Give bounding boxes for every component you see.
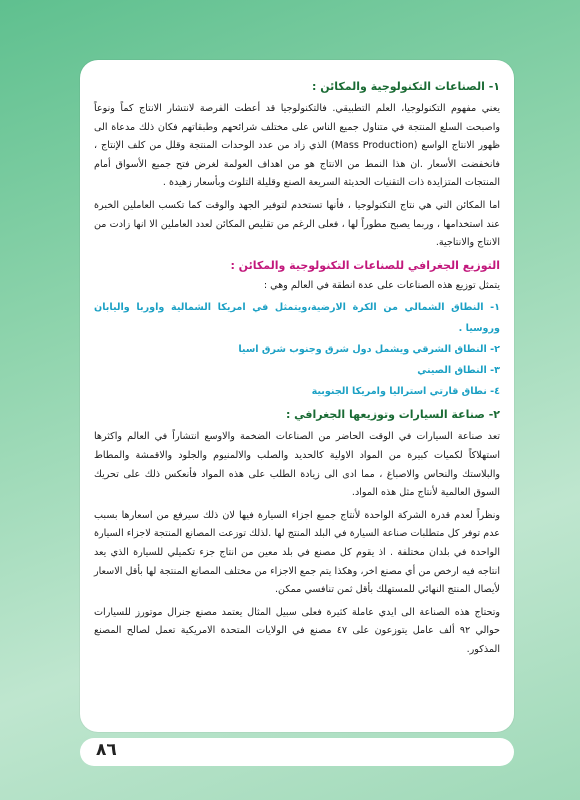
section2-paragraph-2: ونظراً لعدم قدرة الشركة الواحدة لأنتاج جميع اجزاء السيارة فيها لان ذلك سيرفع من اسعارها بسبب عدم توفر كل متطلبات صناعة السيارة في البلد المنتج لها .لذلك توزعت المصانع المنتجة لاجزاء السيارة الواحدة في بلدان مختلفة . اذ يقوم كل مصنع في بلد معين من انتاج جزء تكميلي للسيارة الذي يعد انتاجه فيه ارخص من أي مصنع اخر، وهكذا يتم جمع الاجزاء من مختلف المصانع المنتجة لها بأقل الاسعار لأيصال المنتج النهائي للمستهلك بأقل ثمن تنافسي ممكن. <box>94 509 500 596</box>
page-number: ٨٦ <box>96 740 117 760</box>
region-item-3: ٣- النطاق الصيني <box>417 365 500 377</box>
page-footer <box>80 738 514 766</box>
region-item-2: ٢- النطاق الشرقي ويشمل دول شرق وجنوب شرق اسيا <box>238 344 500 356</box>
distribution-heading: التوزيع الجغرافي للصناعات التكنولوجية والمكائن : <box>230 258 500 272</box>
distribution-intro: يتمثل توزيع هذه الصناعات على عدة انطقة في العالم وهي : <box>263 279 500 291</box>
section1-heading: ١- الصناعات التكنولوجية والمكائن : <box>311 80 500 93</box>
document-page <box>80 60 514 732</box>
section2-paragraph-3: وتحتاج هذه الصناعة الى ايدي عاملة كثيرة فعلى سبيل المثال يعتمد مصنع جنرال موتورز للسيارات حوالي ٩٢ ألف عامل يتوزعون على ٤٧ مصنع في الولايات المتحدة الامريكية تعمل لصالح المصنع المذكور. <box>94 606 500 655</box>
section1-paragraph-2: اما المكائن التي هي نتاج التكنولوجيا ، فأنها تستخدم لتوفير الجهد والوقت كما تكسب العاملين الخبرة عند استخدامها ، وربما يصبح مطوراً لها ، فعلى الرغم من تقليص المكائن لعدد العاملين الا انها زادت من الانتاج والانتاجية. <box>94 199 500 249</box>
regions-list <box>94 297 500 402</box>
section1-paragraph-1: يعني مفهوم التكنولوجيا، العلم التطبيقي. فالتكنولوجيا قد أعطت الفرصة لانتشار الانتاج كماً ونوعاً واصبحت السلع المنتجة في متناول جميع الناس على مختلف شرائحهم وطبقاتهم فكان ذلك مدعاة الى ظهور الانتاج الواسع (Mass Production) الذي زاد من عدد الوحدات المنتجة وقلل من كلف الإنتاج ، فانخفضت الأسعار .ان هذا النمط من الانتاج هو من اهداف العولمة لغرض فتح جميع الأسواق أمام المنتجات المتزايدة ذات التقنيات الحديثة السريعة الصنع وقليلة التلوث وبأسعار زهيدة . <box>94 103 500 189</box>
region-item-4: ٤- نطاق قارتي استراليا وامريكا الجنوبية <box>311 386 500 398</box>
section2-heading: ٢- صناعة السيارات وتوزيعها الجغرافي : <box>285 408 500 422</box>
section2-paragraph-1: تعد صناعة السيارات في الوقت الحاضر من الصناعات الضخمة والاوسع انتشاراً في العالم واكثرها استهلاكاً لكميات كبيرة من المواد الاولية كالحديد والصلب والالمنيوم والجلود والاقمشة والمطاط والبلاستك والنحاس والاصباغ ، مما ادى الى زيادة الطلب على هذه المواد فأنعكس ذلك على تحريك السوق العالمية لأنتاج مثل هذه المواد. <box>94 431 500 499</box>
region-item-1: ١- النطاق الشمالي من الكرة الارضية،ويتمثل في امريكا الشمالية واوربا واليابان وروسيا . <box>94 302 500 335</box>
